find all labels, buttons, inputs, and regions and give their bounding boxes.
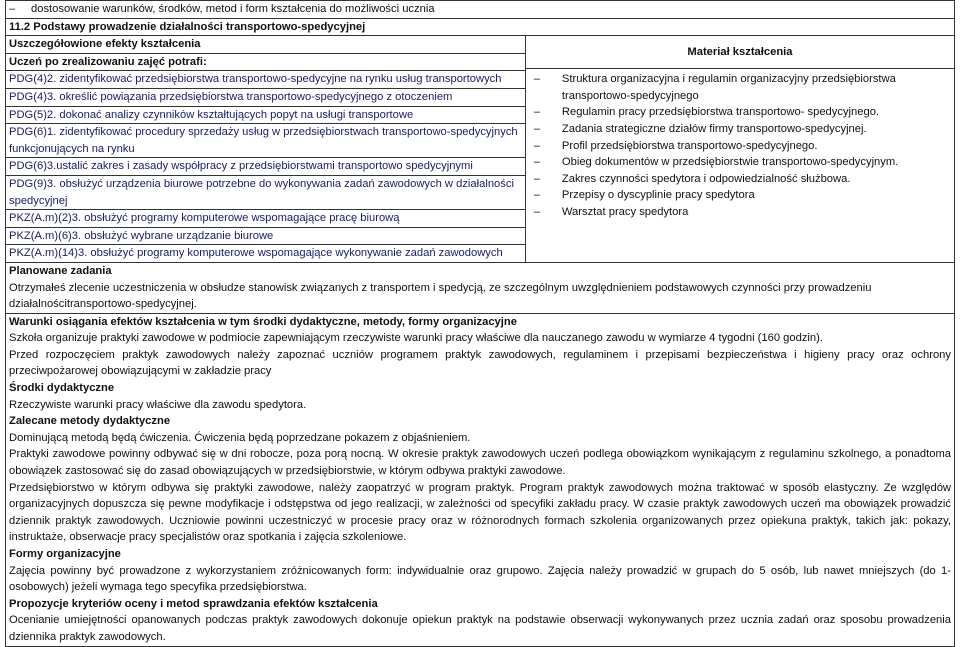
- forms-title: Formy organizacyjne: [9, 548, 121, 560]
- effect-item: PDG(6)1. zidentyfikować procedury sprzedaży usług w przedsiębiorstwach transportowo-spedycyjnych funkcjonujących na rynku: [6, 124, 525, 158]
- methods-paragraph: Praktyki zawodowe powinny odbywać się w dni robocze, poza porą nocną. W okresie praktyk zawodowych uczeń podlega obowiązkom wynikającym z regulaminu szkolnego, a ponadtoma obowiązek zastosować się do zasad obowiązujących w przedsiębiorstwie, w którym odbywa praktyki zawodowe.: [9, 448, 951, 478]
- material-item: – Zakres czynności spedytora i odpowiedzialność służbowa.: [526, 171, 954, 188]
- bullet-dash: –: [533, 106, 541, 119]
- bullet-dash: –: [533, 73, 541, 86]
- means-text: Rzeczywiste warunki pracy właściwe dla zawodu spedytora.: [9, 398, 307, 411]
- bullet-dash: –: [533, 205, 541, 218]
- effect-item: PDG(4)3. określić powiązania przedsiębiorstwa transportowo-spedycyjnego z otoczeniem: [6, 89, 525, 107]
- section-title: 11.2 Podstawy prowadzenie działalności transportowo-spedycyjnej: [6, 19, 954, 37]
- bullet-dash: –: [533, 156, 541, 169]
- top-item-text: dostosowanie warunków, środków, metod i form kształcenia do możliwości ucznia: [31, 3, 435, 15]
- methods-title: Zalecane metody dydaktyczne: [9, 415, 171, 428]
- materials-column: [526, 36, 954, 262]
- material-item: – Struktura organizacyjna i regulamin organizacyjny przedsiębiorstwa transportowo-spedycyjnego: [526, 71, 954, 104]
- bullet-dash: –: [533, 172, 541, 185]
- conditions-paragraph: Szkoła organizuje praktyki zawodowe w podmiocie zapewniającym rzeczywiste warunki pracy właściwe dla nauczanego zawodu w wymiarze 4 tygodni (160 godzin).: [9, 332, 823, 345]
- effect-item: PKZ(A.m)(6)3. obsłużyć wybrane urządzanie biurowe: [6, 228, 525, 246]
- methods-paragraph: Przedsiębiorstwo w którym odbywa się praktyki zawodowe, należy zaopatrzyć w program praktyk. Program praktyk zawodowych można traktować w sposób elastyczny. Ze względów organizacyjnych dopuszcza się pewne modyfikacje i odstępstwa od jego realizacji, w zależności od specyfiki zakładu pracy. W czasie praktyk zawodowych uczeń ma obowiązek prowadzić dziennik praktyk zawodowych. Uczniowie powinni uczestniczyć w procesie pracy oraz w różnorodnych formach szkolenia organizowanych przez opiekuna praktyk, takich jak: pokazy, instruktaże, obserwacje pracy specjalistów oraz spotkania i zajęcia szkoleniowe.: [9, 481, 951, 544]
- material-item: – Przepisy o dyscyplinie pracy spedytora: [526, 187, 954, 204]
- effect-item: PDG(6)3.ustalić zakres i zasady współpracy z przedsiębiorstwami transportowo spedycyjnymi: [6, 158, 525, 176]
- bullet-dash: –: [533, 139, 541, 152]
- material-item: – Zadania strategiczne działów firmy transportowo-spedycyjnej.: [526, 121, 954, 138]
- planning-text: Otrzymałeś zlecenie uczestniczenia w obsłudze stanowisk związanych z transportem i spedycją, ze szczególnym uwzględnieniem podstawowych czynności przy prowadzeniu działalnościtransportowo-spedycyjnej.: [9, 281, 872, 311]
- effects-title: Uszczegółowione efekty kształcenia: [6, 36, 525, 54]
- planning-section: [6, 263, 954, 314]
- top-item-row: [6, 1, 954, 19]
- materials-list: [526, 69, 954, 220]
- evaluation-text: Ocenianie umiejętności opanowanych podczas praktyk zawodowych dokonuje opiekun praktyk na podstawie obserwacji wykonywanych przez ucznia zadań oraz sposobu prowadzenia dziennika praktyk zawodowych.: [9, 614, 951, 643]
- methods-text: Dominującą metodą będą ćwiczenia. Ćwiczenia będą poprzedzane pokazem z objaśnieniem.: [9, 431, 471, 444]
- conditions-title: Warunki osiągania efektów kształcenia w tym środki dydaktyczne, metody, formy organizacyjne: [9, 315, 517, 328]
- effects-materials-grid: [6, 36, 954, 263]
- forms-text: Zajęcia powinny być prowadzone z wykorzystaniem zróżnicowanych form: indywidualnie oraz grupowo. Zajęcia należy prowadzić w grupach do 5 osób, lub nawet mniejszych (do 1-osobowych) jeżeli wymaga tego specyfika przedsiębiorstwa.: [9, 564, 951, 594]
- effect-item: PKZ(A.m)(14)3. obsłużyć programy komputerowe wspomagające wykonywanie zadań zawodowych: [9, 247, 503, 260]
- bullet-dash: –: [533, 189, 541, 202]
- effects-column: [6, 36, 526, 262]
- conditions-section: [6, 314, 954, 646]
- bullet-dash: –: [9, 3, 16, 15]
- effect-item: PKZ(A.m)(2)3. obsłużyć programy komputerowe wspomagające pracę biurową: [6, 210, 525, 228]
- means-title: Środki dydaktyczne: [9, 382, 115, 395]
- bullet-dash: –: [533, 122, 541, 135]
- material-item: – Regulamin pracy przedsiębiorstwa transportowo- spedycyjnego.: [526, 104, 954, 121]
- evaluation-title: Propozycje kryteriów oceny i metod sprawdzania efektów kształcenia: [9, 597, 378, 610]
- effect-item: PDG(5)2. dokonać analizy czynników kształtujących popyt na usługi transportowe: [6, 107, 525, 125]
- material-item: – Obieg dokumentów w przedsiębiorstwie transportowo-spedycyjnym.: [526, 154, 954, 171]
- student-title: Uczeń po zrealizowaniu zajęć potrafi:: [6, 54, 525, 72]
- effect-item: PDG(4)2. zidentyfikować przedsiębiorstwa transportowo-spedycyjne na rynku usług transportowych: [6, 71, 525, 89]
- material-item: – Warsztat pracy spedytora: [526, 204, 954, 221]
- conditions-paragraph: Przed rozpoczęciem praktyk zawodowych należy zapoznać uczniów programem praktyk zawodowych, regulaminem i przepisami bezpieczeństwa i higieny pracy oraz ochrony przeciwpożarowej obowiązującymi w zakładzie pracy: [9, 348, 951, 378]
- effect-item: PDG(9)3. obsłużyć urządzenia biurowe potrzebne do wykonywania zadań zawodowych w działalności spedycyjnej: [6, 176, 525, 210]
- document-table: [5, 0, 955, 647]
- planning-title: Planowane zadania: [9, 264, 112, 277]
- materials-title: Materiał kształcenia: [526, 36, 954, 69]
- material-item: – Profil przedsiębiorstwa transportowo-spedycyjnego.: [526, 138, 954, 155]
